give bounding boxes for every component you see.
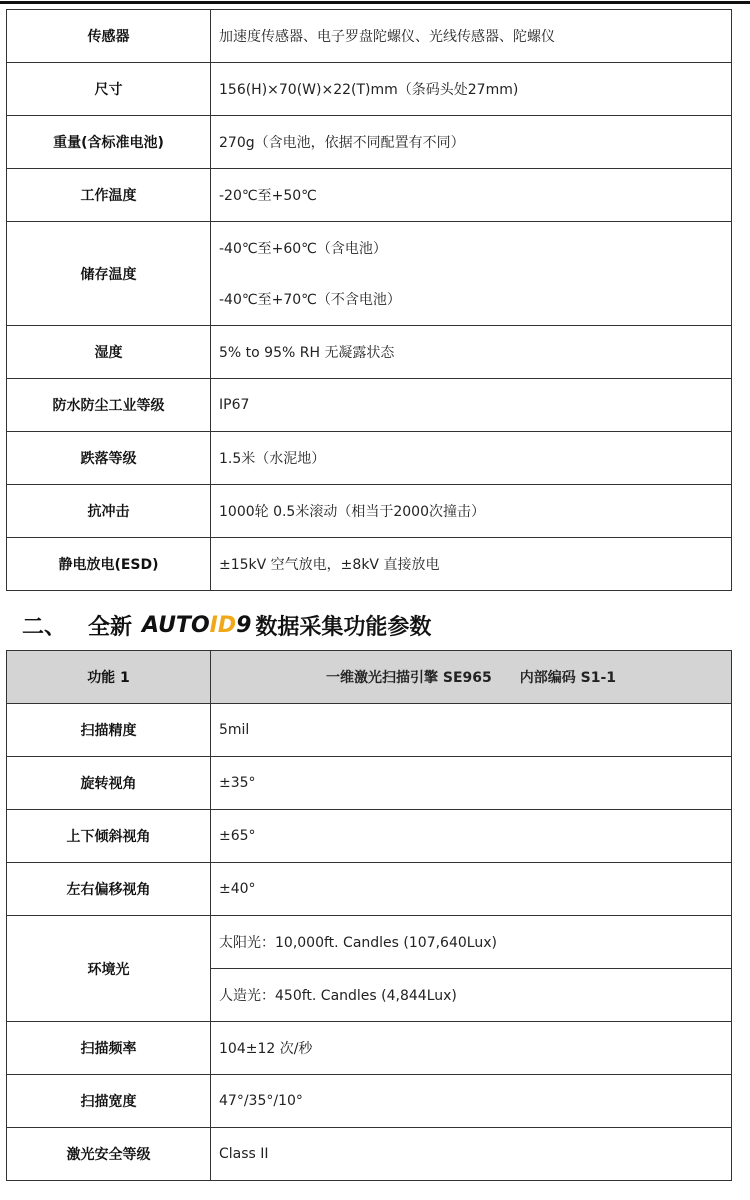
section-heading [22,606,431,644]
table-row [7,326,732,379]
row-value: -20℃至+50℃ [211,169,732,222]
row-label: 储存温度 [7,222,211,326]
brand-part-c: 9 [236,612,252,638]
table-row [7,432,732,485]
row-value: 104±12 次/秒 [211,1022,732,1075]
table-row [7,116,732,169]
row-label: 湿度 [7,326,211,379]
table-row [7,169,732,222]
top-border-line [0,0,750,6]
row-label: 上下倾斜视角 [7,810,211,863]
table-row [7,379,732,432]
section-number: 二、 [22,614,67,640]
table-row [7,810,732,863]
row-value: ±15kV 空气放电，±8kV 直接放电 [211,538,732,591]
row-value: 270g（含电池，依据不同配置有不同） [211,116,732,169]
row-label: 静电放电(ESD) [7,538,211,591]
table-row [7,704,732,757]
table-row [7,222,732,326]
table-row [7,10,732,63]
row-value-line: -40℃至+70℃（不含电池） [219,292,401,309]
row-value [211,222,732,326]
row-value: 1.5米（水泥地） [211,432,732,485]
row-value: 人造光：450ft. Candles (4,844Lux) [211,969,732,1022]
table-row [7,863,732,916]
section-title: 数据采集功能参数 [255,614,432,640]
header-label: 功能 1 [7,651,211,704]
device-specs-table [6,9,732,591]
row-label: 尺寸 [7,63,211,116]
table-row [7,916,732,969]
row-value: ±35° [211,757,732,810]
row-label: 重量(含标准电池) [7,116,211,169]
row-label: 环境光 [7,916,211,1022]
row-label: 工作温度 [7,169,211,222]
table-row [7,538,732,591]
row-label: 传感器 [7,10,211,63]
table-row [7,485,732,538]
row-value: IP67 [211,379,732,432]
row-value: 1000轮 0.5米滚动（相当于2000次撞击） [211,485,732,538]
row-label: 抗冲击 [7,485,211,538]
row-value: ±65° [211,810,732,863]
row-label: 激光安全等级 [7,1128,211,1181]
table-row [7,1022,732,1075]
row-value: 加速度传感器、电子罗盘陀螺仪、光线传感器、陀螺仪 [211,10,732,63]
row-label: 跌落等级 [7,432,211,485]
row-value: ±40° [211,863,732,916]
row-value: 太阳光：10,000ft. Candles (107,640Lux) [211,916,732,969]
row-value: Class II [211,1128,732,1181]
row-value: 156(H)×70(W)×22(T)mm（条码头处27mm) [211,63,732,116]
row-label: 扫描宽度 [7,1075,211,1128]
row-value: 47°/35°/10° [211,1075,732,1128]
table-row [7,757,732,810]
scan-specs-table [6,650,732,1181]
table-row [7,63,732,116]
table-header-row [7,651,732,704]
brand-part-b: ID [209,612,237,638]
section-prefix: 全新 [88,614,133,640]
row-label: 左右偏移视角 [7,863,211,916]
brand-name [142,613,251,638]
row-value: 5% to 95% RH 无凝露状态 [211,326,732,379]
table-row [7,1128,732,1181]
row-value-line: -40℃至+60℃（含电池） [219,240,387,257]
header-value: 一维激光扫描引擎 SE965 内部编码 S1-1 [211,651,732,704]
row-label: 扫描精度 [7,704,211,757]
row-label: 防水防尘工业等级 [7,379,211,432]
row-value: 5mil [211,704,732,757]
brand-part-a: AUTO [142,612,210,638]
row-label: 扫描频率 [7,1022,211,1075]
row-label: 旋转视角 [7,757,211,810]
table-row [7,1075,732,1128]
